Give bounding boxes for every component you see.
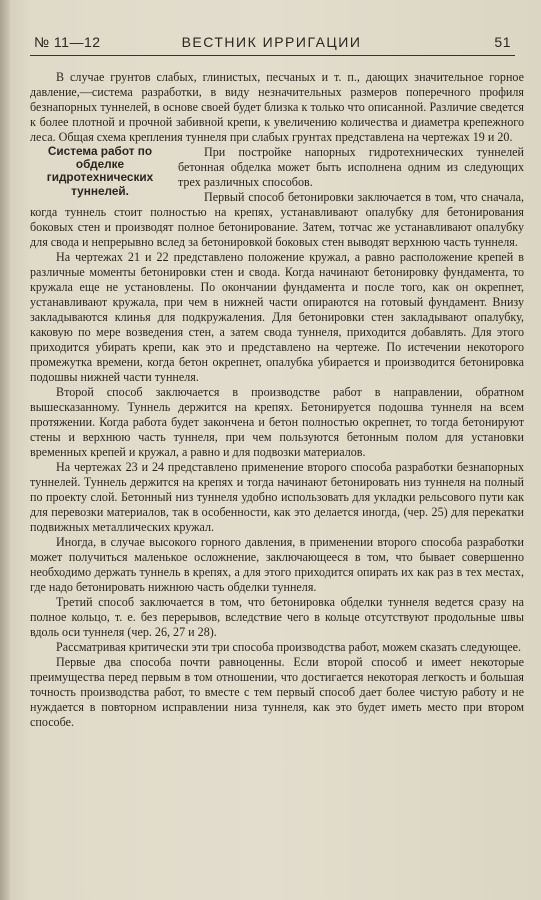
paragraph: Первый способ бетонировки заключается в том, что сначала, когда туннель стоит полностью на крепях, устанавливают опалубку для бетонирования боковых стен и производят полное бетонирование. Затем, тотчас же устанавливают опалубку для свода и непрерывно вслед за бетонировкой боковых стен выводят верхнюю часть туннеля. bbox=[30, 190, 524, 249]
running-header bbox=[30, 34, 513, 52]
journal-title: ВЕСТНИК ИРРИГАЦИИ bbox=[181, 34, 362, 50]
paragraph: Третий способ заключается в том, что бетонировка обделки туннеля ведется сразу на полное кольцо, т. е. без перерывов, вследствие чего в кольце отсутствуют продольные швы вдоль оси туннеля (чер. 26, 27 и 28). bbox=[30, 595, 524, 639]
paragraph: Иногда, в случае высокого горного давления, в применении второго способа разработки может получиться маленькое осложнение, заключающееся в том, что бывает совершенно необходимо держать туннель в крепях, а для этого приходится опирать их как раз в тех местах, где надо бетонировать нижнюю часть обделки туннеля. bbox=[30, 535, 524, 594]
paragraph: Первые два способа почти равноценны. Если второй способ и имеет некоторые преимущества перед первым в том отношении, что достигается некоторая легкость и большая точность производства работ, то вместе с тем первый способ дает более чистую работу и не нуждается в повторном исправлении низа туннеля, как это будет иметь место при втором способе. bbox=[30, 655, 524, 729]
binding-gutter bbox=[0, 0, 10, 900]
paragraph: На чертежах 23 и 24 представлено применение второго способа разработки безнапорных туннелей. Туннель держится на крепях и тогда начинают бетонировать низ туннеля на полный по проекту слой. Бетонный низ туннеля удобно использовать для укладки рельсового пути как для перевозки материалов, так в особенности, как это делается иногда, (чер. 25) для перекатки подвижных металлических кружал. bbox=[30, 460, 524, 534]
paragraph: Рассматривая критически эти три способа производства работ, можем сказать следующее. bbox=[56, 640, 522, 654]
paragraph: На чертежах 21 и 22 представлено положение кружал, а равно расположение крепей в различные моменты бетонировки стен и свода. Когда начинают бетонировку фундамента, то кружала еще не установлены. По окончании фундамента и после того, как он окрепнет, устанавливают кружала, при чем в нижней части опираются на готовый фундамент. Внизу закладываются клинья для подкружаления. Для бетонировки стен закладывают опалубку, каковую по мере возведения стен, а затем свода туннеля, приходится добавлять. Для этого приходится убирать крепи, как это и представлено на чертеже. По истечении некоторого промежутка времени, когда бетон окрепнет, опалубка убирается и производится бетонировка подошвы нижней части туннеля. bbox=[30, 250, 524, 384]
article-body bbox=[30, 70, 524, 730]
side-heading: Система работ по обделке гидротехнических туннелей. bbox=[46, 144, 154, 198]
issue-number: № 11—12 bbox=[34, 34, 101, 50]
header-rule bbox=[30, 55, 515, 56]
paragraph: Второй способ заключается в производстве работ в направлении, обратном вышесказанному. Туннель держится на крепях. Бетонируется подошва туннеля на всем протяжении. Когда работа будет закончена и бетон полностью окрепнет, то тогда бетонируют стены и верхнюю часть туннеля, при чем пользуются бетонным полом для установки временных крепей и кружал, а равно и для подвозки материалов. bbox=[30, 385, 524, 459]
page-number: 51 bbox=[494, 34, 511, 50]
paragraph: При постройке напорных гидротехнических туннелей бетонная обделка может быть исполнена одним из следующих трех различных способов. bbox=[178, 145, 524, 189]
paragraph: В случае грунтов слабых, глинистых, песчаных и т. п., дающих значительное горное давление,—система разработки, в виду незначительных размеров поперечного профиля безнапорных туннелей, в основе своей будет близка к только что описанной. Различие сведется к более плотной и прочной забивной крепи, к увеличению количества и диаметра крепежного леса. Общая схема крепления туннеля при слабых грунтах представлена на чертежах 19 и 20. bbox=[30, 70, 524, 144]
